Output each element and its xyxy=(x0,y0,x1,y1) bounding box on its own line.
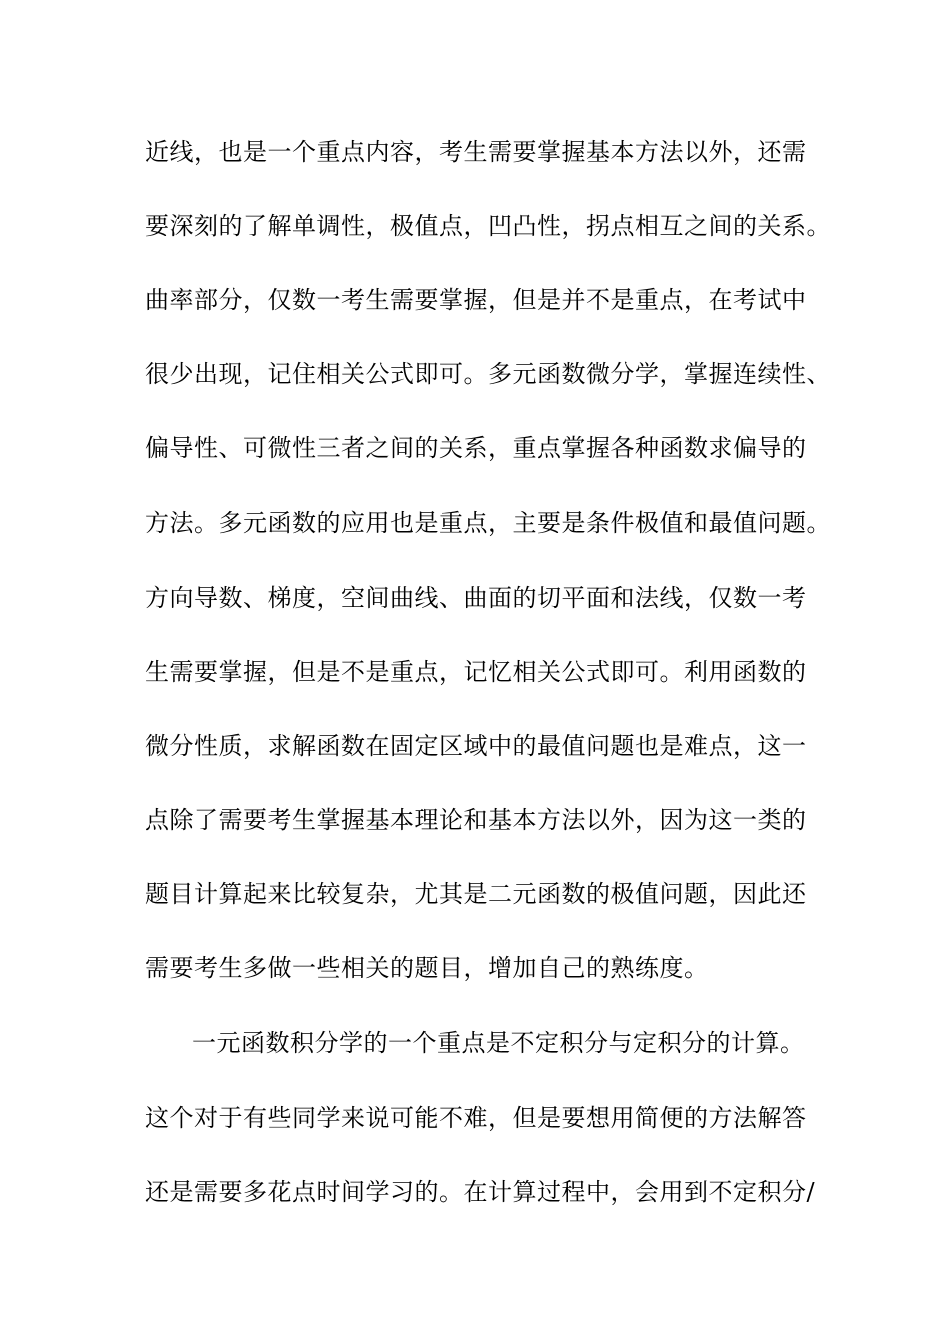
text-line-9: 微分性质，求解函数在固定区域中的最值问题也是难点，这一 xyxy=(145,732,807,760)
text-line-3: 曲率部分，仅数一考生需要掌握，但是并不是重点，在考试中 xyxy=(145,286,807,314)
text-line-11: 题目计算起来比较复杂，尤其是二元函数的极值问题，因此还 xyxy=(145,880,807,908)
text-line-4: 很少出现，记住相关公式即可。多元函数微分学，掌握连续性、 xyxy=(145,360,831,388)
text-line-14: 这个对于有些同学来说可能不难，但是要想用简便的方法解答 xyxy=(145,1104,807,1132)
text-line-2: 要深刻的了解单调性，极值点，凹凸性，拐点相互之间的关系。 xyxy=(145,212,831,240)
text-line-5: 偏导性、可微性三者之间的关系，重点掌握各种函数求偏导的 xyxy=(145,434,807,462)
text-line-1: 近线，也是一个重点内容，考生需要掌握基本方法以外，还需 xyxy=(145,138,807,166)
text-line-8: 生需要掌握，但是不是重点，记忆相关公式即可。利用函数的 xyxy=(145,658,807,686)
text-line-7: 方向导数、梯度，空间曲线、曲面的切平面和法线，仅数一考 xyxy=(145,584,807,612)
text-line-6: 方法。多元函数的应用也是重点，主要是条件极值和最值问题。 xyxy=(145,509,831,537)
text-line-15: 还是需要多花点时间学习的。在计算过程中，会用到不定积分/ xyxy=(145,1178,816,1206)
text-line-10: 点除了需要考生掌握基本理论和基本方法以外，因为这一类的 xyxy=(145,806,807,834)
paragraph-start-line: 一元函数积分学的一个重点是不定积分与定积分的计算。 xyxy=(192,1029,805,1057)
text-line-12: 需要考生多做一些相关的题目，增加自己的熟练度。 xyxy=(145,954,709,982)
